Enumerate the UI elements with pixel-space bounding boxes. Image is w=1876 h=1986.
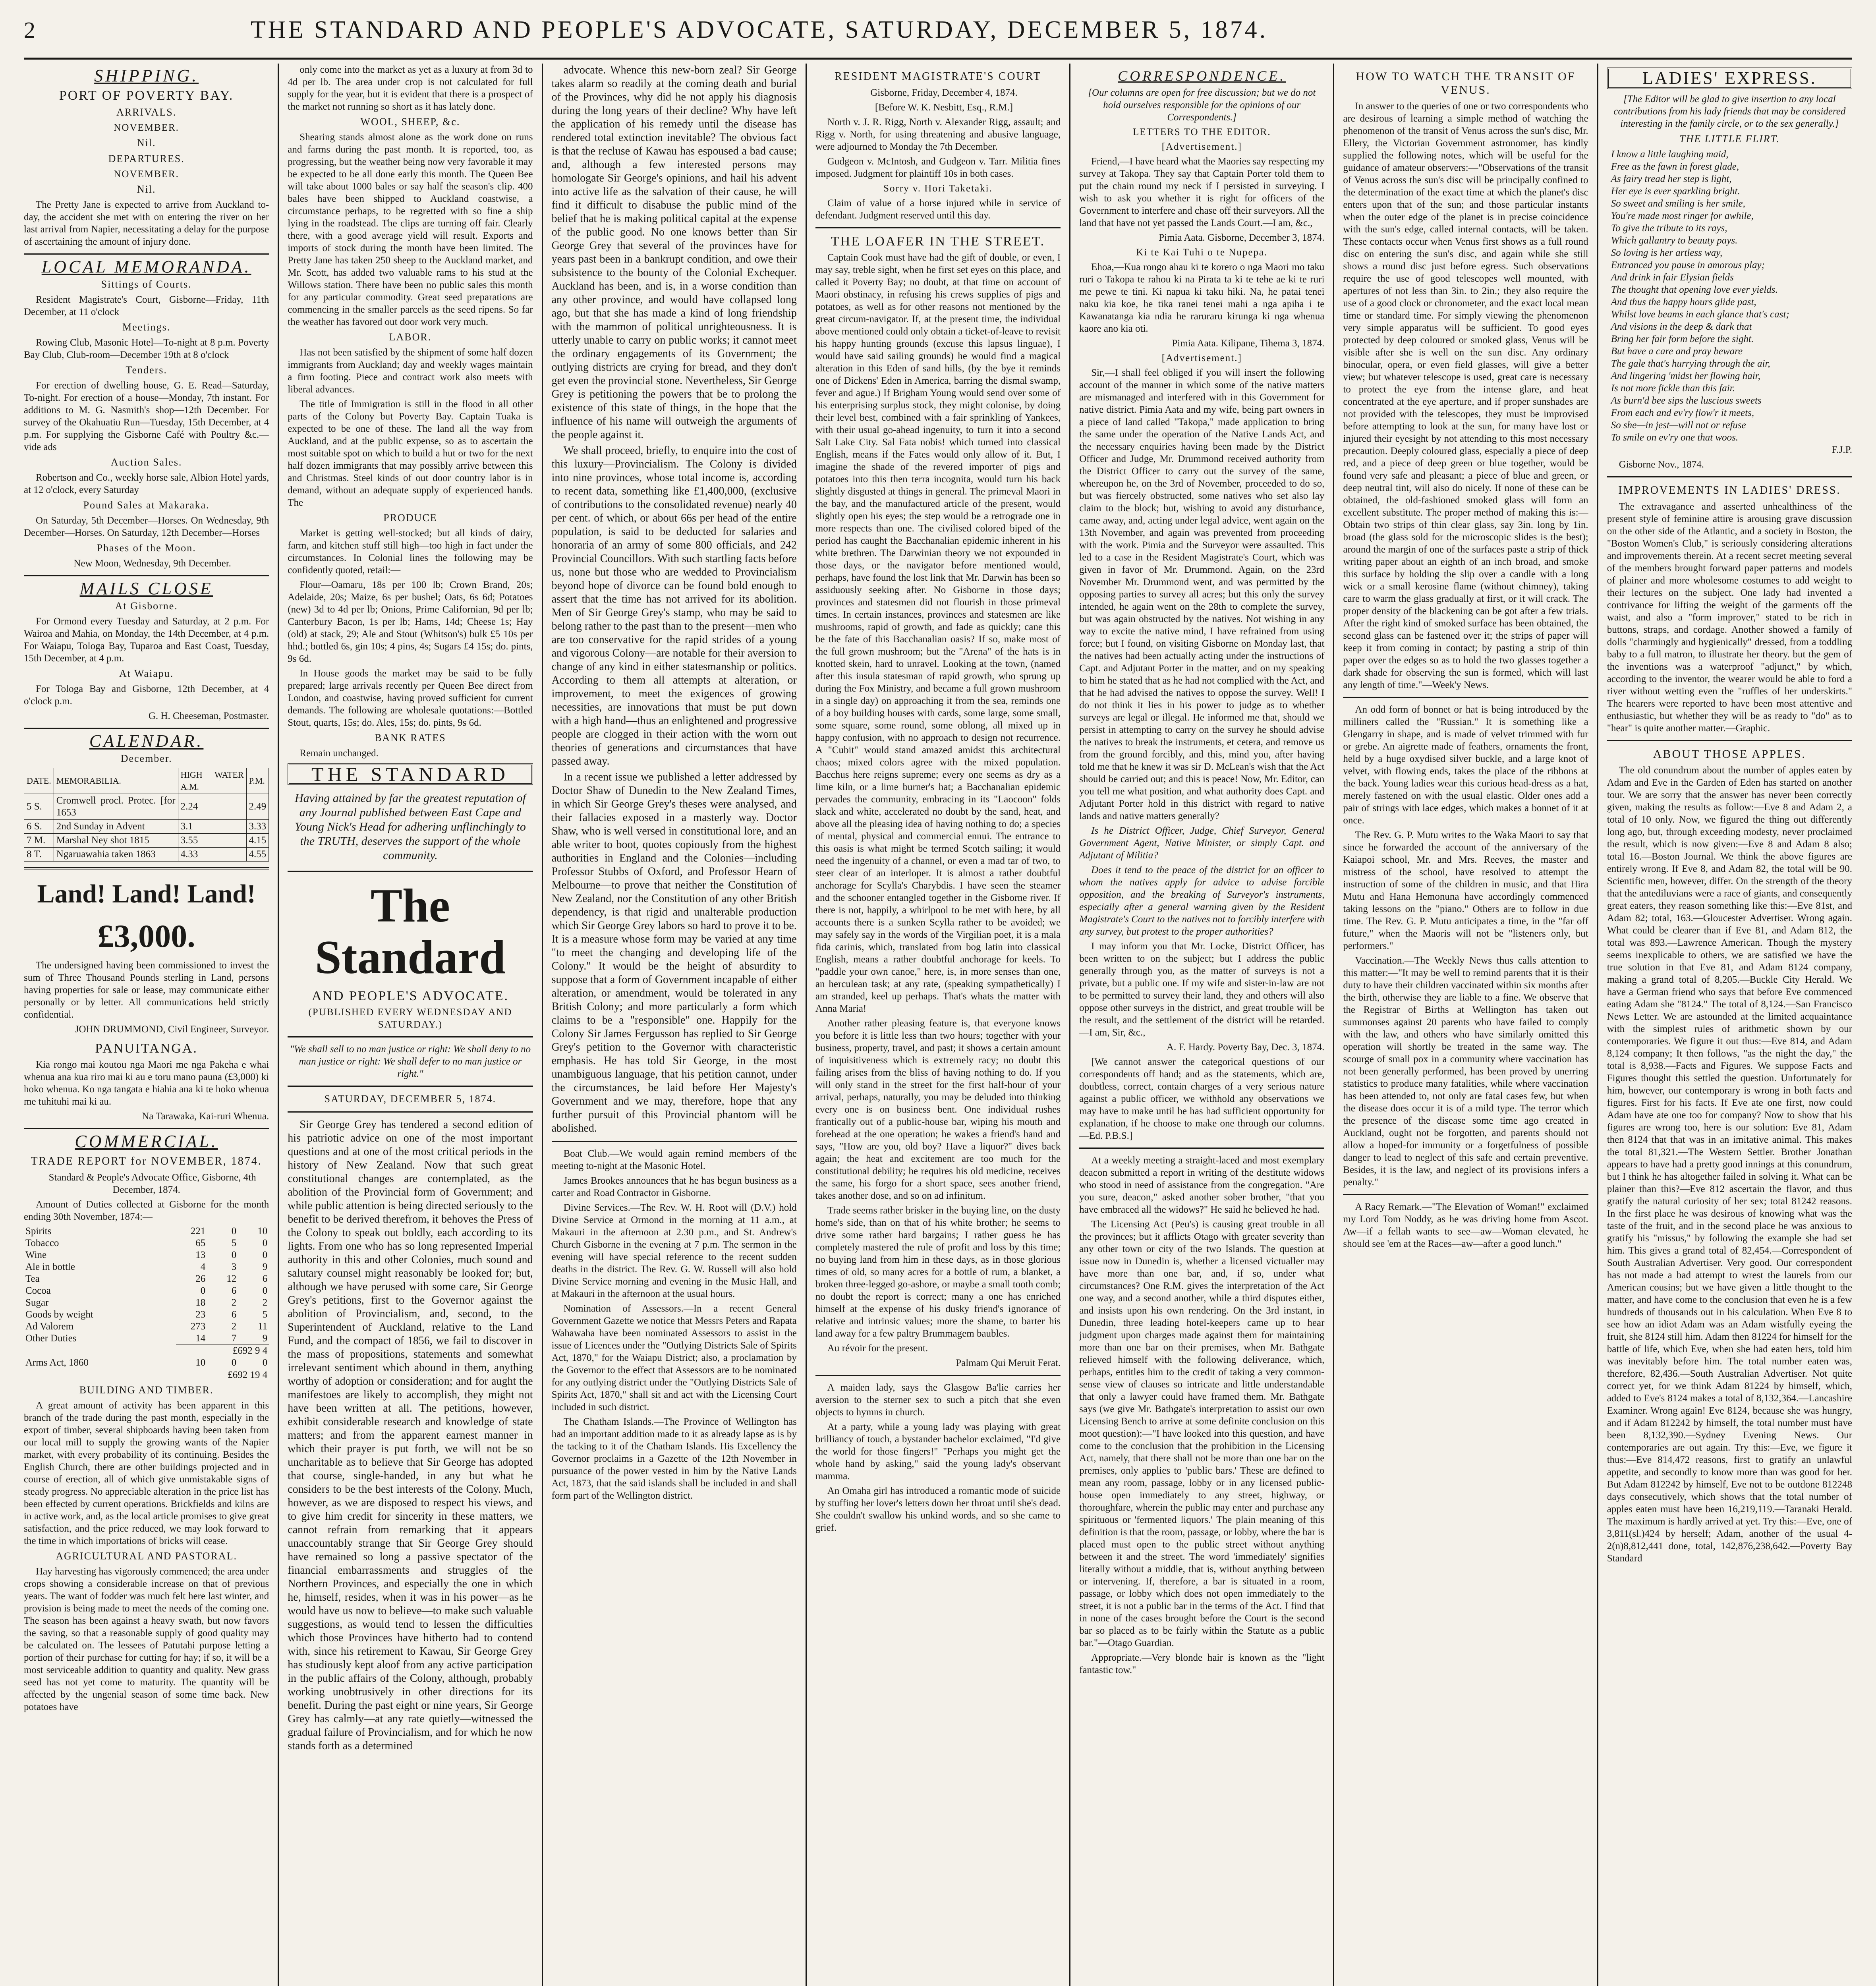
boat-club-note: Boat Club.—We would again remind members of the meeting to-night at the Masonic Hotel. [551, 1148, 797, 1171]
duties-subtotal: £692 9 4 [176, 1345, 269, 1357]
trade-office: Standard & People's Advocate Office, Gisborne, 4th December, 1874. [48, 1172, 256, 1195]
auction-text: Robertson and Co., weekly horse sale, Albion Hotel yards, at 12 o'clock, every Saturday [24, 472, 269, 495]
editor-note: [We cannot answer the categorical questions of our correspondents off hand; and as the statements, which are, doubtless, correct, contain charges of a very serious nature against a public officer, we withhold any observations we may have to make until he has had sufficient opportunity for explanation, if he choose to make one through our columns.—Ed. P.B.S.] [1079, 1057, 1325, 1141]
poem-line: So she—in jest—will not or refuse [1611, 420, 1746, 431]
duty-pence: 6 [262, 1273, 268, 1284]
table-row [24, 1285, 269, 1297]
poem-line: Which gallantry to beauty pays. [1611, 235, 1738, 246]
vaccination-note: Vaccination.—The Weekly News thus calls attention to this matter:—"It may be well to remind parents that it is their duty to have their children vaccinated within six months after the birth, otherwise they are liable to a fine. We observe that the Registrar of Births at Wellington has taken out summonses against 20 parents who have failed to comply with the law, and others who have similarly omitted this operation will shortly be treated in the same way. The scourge of small pox in a community where vaccination has not been generally performed, has been proved by unerring statistics to produce many fatalities, while where vaccination has been attended to, not only are fatal cases few, but when the disease does occur it is of a mild type. The terror which the presence of the disease some time ago created in Auckland, ought not be forgotten, and parents should not allow a hoped-for immunity or a forgetfulness of possible danger to lead to neglect of this safe and certain preventive. Besides, it is the law, and neglect of its provisions infers a penalty." [1343, 955, 1588, 1188]
duty-shillings: 0 [231, 1357, 237, 1368]
ladies-express-heading: LADIES' EXPRESS. [1607, 68, 1852, 89]
table-row [24, 1297, 269, 1309]
court-case-3: Claim of value of a horse injured while in service of defendant. Judgment reserved until this day. [815, 198, 1061, 221]
column-6 [1333, 64, 1597, 1986]
duty-item: Tobacco [25, 1238, 59, 1248]
dress-text: The extravagance and asserted unhealthiness of the present style of feminine attire is arousing grave discussion on the other side of the Atlantic, and a society in Boston, the "Boston Women's Club," is seriously considering alterations and improvements therein. At a recent secret meeting several of the members brought forward paper patterns and models of plainer and more wholesome costumes to add weight to their lectures on the subject. One lady had invented a contrivance for lifting the weight of the garments off the waist, and also a "form improver," stated to be rich in buttons, straps, and cordage. Another showed a family of dolls "charmingly and hygienically" dressed, from a toddling baby to a full matron, to illustrate her theory. but the gem of the inventions was a waterproof "adjunct," by which, according to the inventor, the wearer would be able to ford a river without wetting even the "ruffles of her underskirts." The hearers were reported to have been most attentive and enthusiastic, but whether they will be as ready to "do" as to "hear" is quite another matter.—Graphic. [1607, 501, 1852, 734]
calendar-cell: 4.55 [246, 848, 269, 862]
bank-text: Remain unchanged. [299, 748, 379, 759]
poem-line: You're made most ringer for awhile, [1611, 211, 1754, 221]
duty-shillings: 5 [231, 1238, 237, 1248]
poem-line: But have a care and pray beware [1611, 346, 1743, 357]
letter-3-question: Is he District Officer, Judge, Chief Surveyor, General Government Agent, Native Minister, or simply Capt. and Adjutant of Militia? [1079, 825, 1325, 861]
table-row [24, 1357, 269, 1369]
duty-pounds: 14 [195, 1333, 206, 1344]
letter-3-end: I may inform you that Mr. Locke, District Officer, has been written to on the subject; but I address the public generally through you, as the matter of surveys is not a private, but a public one. If my wife and sister-in-law are not to be permitted to survey their land, they and others will also oppose other surveys in the district, and great trouble will be the result, and the settlement of the district will be retarded.—I am, Sir, &c., [1079, 941, 1325, 1038]
duty-pounds: 26 [195, 1273, 206, 1284]
poem-line: Free as the fawn in forest glade, [1611, 161, 1739, 172]
loafer-text-3: Trade seems rather brisker in the buying line, on the dusty home's side, than on that of his white brother; he seems to drive some rather hard bargains; I rather guess he has completely mastered the rule of profit and loss by this time; no buying land from him in these days, as in those glorious times of old, so many acres for a bottle of rum, a blanket, a broken three-legged go-ashore, or maybe a small tooth comb; no doubt the report is correct; many a one has enriched himself at the expense of his dusky friend's ignorance of relative and intrinsic values; more the shame, to barter his land away for a few paltry Brummagem baubles. [815, 1205, 1061, 1339]
calendar-cell: 5 S. [24, 794, 54, 820]
advertisement-tag-2: [Advertisement.] [1161, 353, 1242, 363]
letter-3: Sir,—I shall feel obliged if you will insert the following account of the manner in which some of the native matters are mismanaged and interfered with in this Government for native district. Pimia Aata and my wife, being part owners in a piece of land called "Takopa," made application to bring the same under the operation of the Native Lands Act, and the necessary enquiries having been made by the District Officer and Judge, Mr. Drummond received authority from the District Officer to carry out the survey of the same, whereupon he, on the 3rd of November, proceeded to do so, but was fiercely obstructed, some natives who set also lay claim to the block; but, wishing to avoid any disturbance, came away, and, acting under legal advice, went again on the 13th November, and again was prevented from proceeding with the work. Pimia and the Surveyor were assaulted. This led to a case in the Resident Magistrate's Court, which was given in favor of Mr. Drummond. Again, on the 23rd November Mr. Drummond went, and was permitted by the opposing parties to survey all acres; but this only the survey intended, he again went on the 28th to complete the survey, but was again obstructed by the natives. Not wishing in any way to excite the native mind, I have refrained from using force; but I found, on visiting Gisborne on Monday last, that the natives had been actually acting under the instructions of Capt. and Adjutant Porter in the matter, and on my speaking to him he stated that as he had not complied with the Act, and that he had advised the natives to oppose the survey. Well! I do not think it lies in his power to judge as to whether surveys are legal or illegal. He informed me that, should we persist in attempting to carry on the survey he should advise the natives to break the instruments, et cetera, and remove us from the ground forcibly, and this, mind you, after having told me that he knew it was sir D. McLean's wish that the Act should be carried out; and this is peace! Now, Mr. Editor, can you tell me what position, and what authority does Capt. and Adjutant Porter hold in this district with regard to native lands and native matters generally? [1079, 367, 1325, 821]
duty-pounds: 10 [195, 1357, 206, 1368]
produce-continued: only come into the market as yet as a luxury at from 3d to 4d per lb. The area under crop is not calculated for full supply for the year, but it is evident that there is a prospect of the market not running so short as it has lately done. [288, 64, 533, 112]
calendar-cell: 7 M. [24, 834, 54, 848]
building-heading: BUILDING AND TIMBER. [79, 1384, 214, 1396]
court-heading: RESIDENT MAGISTRATE'S COURT [834, 70, 1041, 83]
land-amount: £3,000. [97, 918, 195, 954]
departures-nil: Nil. [137, 184, 156, 195]
duty-pounds: 65 [195, 1238, 206, 1248]
calendar-header: P.M. [246, 768, 269, 794]
table-row [24, 848, 269, 862]
agri-text: Hay harvesting has vigorously commenced; the area under crops showing a considerable increase on that of previous years. The want of fodder was much felt here last winter, and provision is being made to meet the needs of the coming one. The season has been against a heavy swath, but now favors the saving, so that a reasonable supply of good quality may be calculated on. The lessees of Patutahi purpose letting a portion of their purchase for cutting for hay; if so, it will be a most serviceable addition to quantity and quality. New grass seed has not yet come to maturity. The quantity will be affected by the ungenial season of some time back. New potatoes have [24, 1566, 269, 1712]
poem-line: From each and ev'ry flow'r it meets, [1611, 408, 1754, 418]
poem-line: And lingering 'midst her flowing hair, [1611, 371, 1760, 381]
table-row [24, 1237, 269, 1249]
calendar-cell: Marshal Ney shot 1815 [54, 834, 178, 848]
duty-pence: 5 [262, 1309, 268, 1320]
standard-box: THE STANDARD [288, 763, 533, 785]
duty-pence: 0 [262, 1250, 268, 1260]
published-note: (PUBLISHED EVERY WEDNESDAY AND SATURDAY.) [308, 1007, 512, 1030]
column-3 [542, 64, 806, 1986]
duty-shillings: 6 [231, 1309, 237, 1320]
duty-pounds: 273 [190, 1321, 206, 1332]
prices-text: Flour—Oamaru, 18s per 100 lb; Crown Brand, 20s; Adelaide, 20s; Maize, 6s per bushel; Oats, 6s 6d; Potatoes (new) 3d to 4d per lb; Onions, Prime Californian, 9d per lb; Canterbury Bacon, 1s per lb; Hams, 14d; Cheese 1s; Hay (old) at stack, 29; Ale and Stout (Whitson's) bulk £5 10s per hhd.; bottled 6s, gin 10s; 4 pins, 4s; Sugars £4 15s; do. pints, 9s 6d. [288, 580, 533, 664]
court-case-3-heading: Sorry v. Hori Taketaki. [883, 183, 993, 194]
building-text: A great amount of activity has been apparent in this branch of the trade during the past month, especially in the export of timber, several shipboards having been taken from our local mill to supply the growing wants of the Napier market, with every probability of its continuing. Besides the English Church, there are other buildings projected and in course of erection, all of which give unmistakable signs of steady progress. No appreciable alteration in the price list has been effected by current operations. Brickfields and kilns are in active work, and, as the local article promises to give great satisfaction, and the price reduced, we may look forward to the time in which importations of bricks will cease. [24, 1400, 269, 1546]
calendar-cell: 4.15 [246, 834, 269, 848]
duty-pounds: 23 [195, 1309, 206, 1320]
mails-text: For Ormond every Tuesday and Saturday, at 2 p.m. For Wairoa and Mahia, on Monday, the 14th December, at 4 p.m. For Waiapu, Tologa Bay, Tuparoa and East Coast, Tuesday, 15th December, at 4 p.m. [24, 616, 269, 664]
poem-line: Bring her fair form before the sight. [1611, 334, 1754, 344]
immigration-text: The title of Immigration is still in the flood in all other parts of the Colony but Poverty Bay. Captain Tuaka is expected to be one of these. The land all the way from Auckland, and at the public expense, so as to ascertain the most suitable spot on which to build a hut or two for the next half dozen immigrants that may possibly arrive between this and Christmas. Steel kinds of out door country labor is in demand, without an adequate supply of experienced hands. The [288, 399, 533, 508]
standard-motto: Having attained by far the greatest reputation of any Journal published between East Cape and Young Nick's Head for adhering unflinchingly to the TRUTH, deserves the support of the whole community. [294, 792, 526, 862]
letter-2-signature: Pimia Aata. Kilipane, Tihema 3, 1874. [1172, 338, 1325, 349]
duties-table [24, 1225, 269, 1381]
duty-item: Spirits [25, 1226, 52, 1236]
poem-line: The thought that opening love ever yields. [1611, 284, 1778, 295]
land-signature: JOHN DRUMMOND, Civil Engineer, Surveyor. [75, 1024, 269, 1035]
party-note: At a party, while a young lady was playing with great brilliancy of touch, a bystander bachelor exclaimed, "I'd give the world for those fingers!" "Perhaps you might get the whole hand by asking," said the young lady's observant mamma. [815, 1422, 1061, 1482]
wool-heading: WOOL, SHEEP, &c. [360, 116, 460, 128]
calendar-cell: 2nd Sunday in Advent [54, 820, 178, 834]
court-before: [Before W. K. Nesbitt, Esq., R.M.] [875, 102, 1013, 113]
table-row [24, 1249, 269, 1261]
dress-heading: IMPROVEMENTS IN LADIES' DRESS. [1618, 484, 1841, 496]
duty-item: Cocoa [25, 1285, 51, 1296]
panui-text: Kia rongo mai koutou nga Maori me nga Pakeha e whai whenua ana kua riro mai ki au e toru mano pauna (£3,000) ki hoko whenua. Ko nga tangata e hiahia ana ki te hoko whenua me tuhituhi mai ki au. [24, 1059, 269, 1107]
duty-pence: 0 [262, 1285, 268, 1296]
duty-item: Ad Valorem [25, 1321, 74, 1332]
calendar-header: MEMORABILIA. [54, 768, 178, 794]
port-heading: PORT OF POVERTY BAY. [59, 88, 234, 103]
duty-pounds: 0 [200, 1285, 206, 1296]
calendar-cell: 2.24 [178, 794, 246, 820]
issue-date: SATURDAY, DECEMBER 5, 1874. [324, 1093, 497, 1105]
poem-line: To smile on ev'ry one that woos. [1611, 432, 1739, 443]
transit-text: In answer to the queries of one or two correspondents who are desirous of learning a simple method of watching the phenomenon of the transit of Venus across the sun's disc, Mr. Ellery, the Victorian Government astronomer, has kindly supplied the following notes, which will be useful for the guidance of amateur observers:—"Observations of the transit of Venus across the sun's disc will be principally confined to the determination of the exact time at which the planet's disc enters upon that of the sun; and those particular instants when the outer edge of the planet is in precise coincidence with the sun's edge, called internal contacts, will be taken. These contacts occur when Venus first shows as a full round disc on entering the sun's disc, and again while she still shows a round disc just before egress. Such observations require the use of good telescopes well mounted, with apertures of not less than 3in. to 2in.; they also require the use of a good clock or chronometer, and the exact local mean time or standard time. For simply viewing the phenomenon very simple apparatus will be sufficient. To good eyes protected by deep coloured or smoked glass, Venus will be visible after she is well on the sun disc. Any ordinary binocular, opera, or even field glasses, will give a better view; but whatever telescope is used, great care is necessary to protect the eye from the intense glare, and heat concentrated at the eye aperture, and if proper sunshades are not provided with the telescopes, they must be improvised before attempting to look at the sun, for many have lost or injured their eyesight by not attending to this most necessary precaution. Deeply coloured glass, especially a piece of deep red, and a piece of deep green or blue together, would be found very safe and pleasant; a piece of blue and green, or deep neutral tint, will also do nicely. If none of these can be obtained, the old-fashioned smoked glass will form an excellent substitute. The proper method of making this is:—Obtain two strips of thin clear glass, say 3in. long by 1in. broad (the glass sold for the microscopic slides is the best); around the margin of one of the surfaces paste a strip of thick writing paper about an eighth of an inch broad, and smoke this surface by holding the slip over a candle with a long wick or a small kerosine flame (without chimney), taking care to warm the glass gradually at first, or it will crack. The proper density of the blackening can be got after a few trials. After the right kind of smoked surface has been obtained, the second glass can be fastened over it; the strips of paper will keep it from coming in contact; by pasting a strip of thin paper over the edges so as to hold the two glasses together a dark shade for observing the sun is formed, which will last any length of time."—Week'y News. [1343, 101, 1588, 690]
commercial-heading: COMMERCIAL. [75, 1132, 218, 1151]
letter-1: Friend,—I have heard what the Maories say respecting my survey at Takopa. They say that Captain Porter told them to put the chain round my neck if I persisted in surveying. I wish to ask you whether it is right for officers of the Government to interfere and chase off their surveyors. All the land that have not yet passed the Lands Court.—I am, &c., [1079, 156, 1325, 228]
court-case-2: Gudgeon v. McIntosh, and Gudgeon v. Tarr. Militia fines imposed. Judgment for plaintiff 10s in both cases. [815, 156, 1061, 179]
trade-report-heading: TRADE REPORT for NOVEMBER, 1874. [31, 1155, 262, 1167]
column-4 [806, 64, 1069, 1986]
poem-line: And visions in the deep & dark that [1611, 321, 1752, 332]
brookes-note: James Brookes announces that he has begun business as a carter and Road Contractor in Gisborne. [551, 1175, 797, 1198]
duty-pence: 0 [262, 1357, 268, 1368]
table-row [24, 794, 269, 820]
house-goods-text: In House goods the market may be said to be fully prepared; large arrivals recently per Queen Bee direct from London, and coastwise, having proved sufficient for current demands. The following are wholesale quotations:—Bottled Stout, quarts, 15s; do. Ales, 15s; do. pints, 9s 6d. [288, 668, 533, 728]
table-row [24, 1273, 269, 1285]
flirt-heading: THE LITTLE FLIRT. [1679, 133, 1780, 145]
tenders-text: For erection of dwelling house, G. E. Read—Saturday, To-night. For erection of a house—Monday, 7th instant. For additions to M. G. Nasmith's shop—12th December. For survey of the Okahuatiu Run—Tuesday, 15th December, at 4 p.m. For supplying the Gisborne Café with Poultry &c.—vide ads [24, 380, 269, 452]
meetings-text: Rowing Club, Masonic Hotel—To-night at 8 p.m. Poverty Bay Club, Club-room—December 19th at 8 o'clock [24, 337, 269, 360]
page-number: 2 [24, 17, 35, 43]
duty-shillings: 0 [231, 1250, 237, 1260]
calendar-table [24, 768, 269, 862]
letter-3-question-2: Does it tend to the peace of the district for an officer to whom the natives apply for advice to advise forcible opposition, and the breaking of Surveyor's instruments, especially after a general warning given by the Resident Magistrate's Court to the natives not to forcibly interfere with any survey, but protest to the proper authorities? [1079, 865, 1325, 937]
duty-shillings: 2 [231, 1297, 237, 1308]
duty-shillings: 0 [231, 1226, 237, 1236]
bank-heading: BANK RATES [375, 732, 446, 744]
poem-line: And drink in fair Elysian fields [1611, 272, 1734, 283]
poem-line: I know a little laughing maid, [1611, 149, 1729, 160]
masthead [24, 16, 1852, 60]
letter-2-heading: Ki te Kai Tuhi o te Nupepa. [1136, 247, 1268, 258]
duty-pence: 9 [262, 1262, 268, 1272]
meetings-heading: Meetings. [122, 321, 171, 333]
land-text: The undersigned having been commissioned to invest the sum of Three Thousand Pounds sterling in Land, persons having properties for sale or lease, may communicate either personally or by letter. All communications held strictly confidential. [24, 960, 269, 1020]
editorial-shaw: In a recent issue we published a letter addressed by Doctor Shaw of Dunedin to the New Zealand Times, in which Sir George Grey's theses were analysed, and their fallacies exposed in a masterly way. Doctor Shaw, who is well versed in constitutional lore, and an able writer to boot, quotes copiously from the highest authorities in England and the Colonies—including Professor Stubbs of Oxford, and Professor Hearn of Melbourne—to prove that neither the Constitution of New Zealand, nor the Constitution of any other British dependency, is that rigid and unalterable production which Sir George Grey labors so hard to prove it to be. It is a measure whose form may be varied at any time "to meet the changing and developing life of the Colony." It would be the height of absurdity to suppose that a form of Government incapable of either alteration, or amendment, would be tolerated in any British Colony; and more particularly a form which claims to be a "responsible" one. Happily for the Colony Sir James Fergusson has replied to Sir George Grey's petition to the Governor with characteristic emphasis. He has told Sir George, in the most unambiguous language, that his petition cannot, under the circumstances, be laid before Her Majesty's Government and we may, therefore, hope that any further pursuit of this Provincial phantom will be abolished. [551, 771, 797, 1134]
poem-line: Her eye is ever sparkling bright. [1611, 186, 1740, 197]
poem-date: Gisborne Nov., 1874. [1619, 459, 1704, 470]
tenders-heading: Tenders. [126, 364, 167, 376]
poem-line: So sweet and smiling is her smile, [1611, 198, 1745, 209]
column-1 [24, 64, 278, 1986]
letter-2: Ehoa,—Kua rongo ahau ki te korero o nga Maori mo taku ruri o Takopa te rahou ki na Pirata ta ki te tehe ae ki te ruri me pewe te tini. Ki napua ki taku hiki. Na, he patai tenei naku kia koe, he tika ranei tenei mahi a nga apiha i te Kawanatanga kia ndia he raruraru kirunga ki nga whenua kaore ano kia oti. [1079, 262, 1325, 334]
apples-text: The old conundrum about the number of apples eaten by Adam and Eve in the Garden of Eden has started on another tour. We are sorry that the answer has never been correctly given, making the results as follow:—Eve 8 and Adam 2, a total of 10 only. Now, we figured the thing out differently long ago, but, through exceeding modesty, never proclaimed the result, which is now given:—Eve 8 and Adam 8 also; total 16.—Boston Journal. We think the above figures are entirely wrong. If Eve 8, and Adam 82, the total will be 90. Scientific men, however, differ. On the strength of the theory that the antediluvians were a race of giants, and consequently great eaters, they reason something like this:—Eve 81st, and Adam 82; total, 163.—Gloucester Advertiser. Wrong again. What could be clearer than if Eve 81, and Adam 812, the total was 893.—Lawrence American. Though the mystery seems inexplicable to others, we are satisfied we have the true solution in that Eve 81, and Adam 8124 company, making a grand total of 8,205.—Buckle City Herald. We have a German friend who says that before Eve commenced eating Adam she "8124." The total of 8,124.—San Francisco News Letter. We are astounded at the limited acquaintance with the simplest rules of arithmetic shown by our contemporaries. We figure it out thus:—Eve 814, and Adam 8,124 company; It then follows, "as the night the day," the total is 8,938.—Facts and Figures. We suppose Facts and Figures thought this settled the question. Unfortunately for him, however, our contemporary is wrong in both facts and figures. First for his facts. If Eve ate one first, now could Adam have ate one too for company? Now to show that his figures are wrong too, here is our solution: Eve 81, Adam then 8124 that that was in an imitative animal. This makes the total 81,321.—The Western Settler. Brother Jonathan appears to have had a pretty good innings at this conundrum, but I think he has altogether failed in solving it. What can be plainer than this?—Eve 812 ascertain the flavor, and thus gratify the natural curiosity of her sex; total 81242 reasons. In the first place he was desirous of knowing what was the taste of the fruit, and in the second place he was anxious to gratify his "missus," by following the example she had set him. This gives a grand total of 82,454.—Correspondent of South Australian Advertiser. Very good. Our correspondent has not made a bad attempt to wrest the laurels from our American cousins; but we have given a little thought to the matter, and have come to the conclusion that even he is a few hundreds of thousands out in his calculation. When Eve 8 to see how an idiot Adam was an Adam wistfully eyeing the fruit, she 8124 still him. Adam then 81224 for himself for the battle of life, which Eve, when she had eaten hers, told him was inevitably before him. The total number eaten was, therefore, 82,436.—South Australian Advertiser. Not quite correct yet, for we think Adam 81224 by himself, which, added to Eve's 8124 makes a total of 8,132,364.—Lancashire Examiner. Wrong again! Eve 8124, because she was hungry, and if Adam 812242 by himself, the total number must have been 8,132,390.—Sydney Evening News. Our contemporaries are out again. Try this:—Eve, we figure it thus:—Eve 814,472 reasons, first to gratify an unlawful appetite, and secondly to know more than was good for her. But Adam 812242 by himself, Eve not to be outdone 812248 days consecutively, which shows that the total number of apples eaten must have been 16,219,119.—Taranaki Herald. The maximum is hardly arrived at yet. Try this:—Eve, one of 3,811(sl.)424 by herself; Adam, another of the usual 4-2(n)8,812,441 done, total, 142,876,238,642.—Poverty Bay Standard [1607, 765, 1852, 1564]
wool-text: Shearing stands almost alone as the work done on runs and farms during the past month. It is reported, too, as progressing, but the weather being now very favorable it may be expected to be all done early this month. The Queen Bee will take about 1000 bales or say half the season's clip. 400 bales have been shipped to Auckland coastwise, a circumstance perhaps, to be regretted with so fine a ship lying in the roadstead. The clips are turning off fair. Clearly there, with a good average yield will result. Exports and imports of stock during the month have been limited. The Pretty Jane has taken 250 sheep to the Auckland market, and Mr. Scott, has added two valuable rams to his stud at the Willows station. There have been no public sales this month for any particular commodity. Great seed preparations are commencing in the smaller parcels as the seed ripens. So far the weather has favored out door work very much. [288, 132, 533, 327]
produce-text: Market is getting well-stocked; but all kinds of dairy, farm, and kitchen stuff still high—too high in fact under the circumstances. In Colonial lines the following may be confidently quoted, retail:— [288, 528, 533, 576]
calendar-cell: 6 S. [24, 820, 54, 834]
pound-heading: Pound Sales at Makaraka. [83, 499, 210, 511]
labor-heading: LABOR. [389, 331, 432, 343]
poem [1607, 148, 1852, 444]
licensing-act-note: The Licensing Act (Peu's) is causing great trouble in all the provinces; but it afflicts Otago with greater severity than any other town or city of the two Islands. The question at issue now in Dunedin is, whether a licensed victualler may have more than one bar, and, if so, under what circumstances? One R.M. gives the interpretation of the Act one way, and a second another, while a third disputes either, and insists upon his own rendering. On the 3rd instant, in Dunedin, three leading hotel-keepers came up to hear judgment upon charges made against them for maintaining more than one bar on their premises, when Mr. Bathgate relieved himself with the following deliverance, which, perhaps, entitles him to the credit of taking a very common-sense view of clauses so intricate and little understandable that only a lawyer could have framed them. Mr. Bathgate says (we give Mr. Bathgate's interpretation to assist our own Licensing Bench to arrive at some definite conclusion on this moot question):—"I have looked into this question, and have come to the conclusion that the prohibition in the Licensing Act, namely, that there shall not be more than one bar on the premises, only applies to 'public bars.' These are defined to mean any room, passage, lobby or in any licensed public-house open immediately to any street, highway, or thoroughfare, wherein the public may enter and purchase any spirituous or 'fermented liquors.' The plain meaning of this definition is that the room, passage, or lobby, where the bar is placed must open to the public street without anything between it and the street. The word 'immediately' signifies literally without a middle, that is, without anything between or intervening. If, therefore, a bar is situated in a room, passage, or lobby which does not open immediately to the street, it is not a public bar in the terms of the Act. I find that in none of the cases brought before the Court is the second bar so placed as to be fairly within the Statute as a public bar."—Otago Guardian. [1079, 1219, 1325, 1648]
column-7 [1597, 64, 1852, 1986]
correspondence-heading: CORRESPONDENCE. [1118, 68, 1286, 84]
court-date: Gisborne, Friday, December 4, 1874. [870, 87, 1018, 98]
table-row [24, 1333, 269, 1345]
departures-month: NOVEMBER. [114, 169, 179, 180]
shipping-note: The Pretty Jane is expected to arrive from Auckland to-day, the accident she met with on entering the river on her last arrival from Napier, necessitating a delay for the purpose of ascertaining the amount of injury done. [24, 199, 269, 247]
duty-pounds: 13 [195, 1250, 206, 1260]
calendar-header: DATE. [24, 768, 54, 794]
duty-shillings: 6 [231, 1285, 237, 1296]
duty-shillings: 12 [226, 1273, 237, 1284]
poem-line: As burn'd bee sips the luscious sweets [1611, 395, 1762, 406]
peoples-advocate-subtitle: AND PEOPLE'S ADVOCATE. [311, 989, 509, 1003]
transit-heading: HOW TO WATCH THE TRANSIT OF VENUS. [1356, 70, 1576, 97]
produce-heading: PRODUCE [383, 512, 437, 524]
duty-shillings: 2 [231, 1321, 237, 1332]
loafer-signature: Palmam Qui Meruit Ferat. [956, 1358, 1061, 1368]
column-5 [1069, 64, 1333, 1986]
duties-total: £692 19 4 [176, 1369, 269, 1381]
table-row [24, 1321, 269, 1333]
court-case-1: North v. J. R. Rigg, North v. Alexander Rigg, assault; and Rigg v. North, for using threatening and abusive language, were adjourned to Monday the 7th December. [815, 117, 1061, 152]
mutu-note: The Rev. G. P. Mutu writes to the Waka Maori to say that since he forwarded the account of the anniversary of the Kaiapoi school, Mr. and Mrs. Reeves, the master and mistress of the school, have resolved to attempt the instruction of some of the children in music, and that Hira Mutu and Hana Hemonuna have accordingly commenced taking lessons on the "piano." Others are to follow in due time. The Rev. G. P. Mutu anticipates a time, in the "far off future," when the Maoris will not be "listeners only, but performers." [1343, 830, 1588, 951]
calendar-cell: Cromwell procl. Protec. [for 1653 [54, 794, 178, 820]
panui-signature: Na Tarawaka, Kai-ruri Whenua. [142, 1111, 269, 1122]
ladies-express-note: [The Editor will be glad to give insertion to any local contributions from his lady friends that may be considered interesting in the family circle, or to the sex generally.] [1613, 94, 1846, 129]
poem-line: To give the tribute to its rays, [1611, 223, 1727, 234]
letter-1-signature: Pimia Aata. Gisborne, December 3, 1874. [1159, 232, 1325, 243]
duty-item: Wine [25, 1250, 47, 1260]
omaha-note: An Omaha girl has introduced a romantic mode of suicide by stuffing her lover's letters down her throat until she's dead. She couldn't swallow his unkind words, and so she came to grief. [815, 1486, 1061, 1533]
table-row [24, 834, 269, 848]
duty-item: Arms Act, 1860 [25, 1357, 89, 1368]
table-row [24, 820, 269, 834]
mails-gisborne: At Gisborne. [115, 600, 178, 612]
moon-heading: Phases of the Moon. [97, 542, 196, 554]
calendar-heading: CALENDAR. [89, 731, 204, 751]
labor-text: Has not been satisfied by the shipment of some half dozen immigrants from Auckland; day and weekly wages maintain a firm footing. Piece and contract work also meets with liberal advances. [288, 347, 533, 395]
mails-waiapu: At Waiapu. [119, 668, 174, 679]
letters-heading: LETTERS TO THE EDITOR. [1132, 127, 1271, 137]
duty-item: Ale in bottle [25, 1262, 75, 1272]
poem-line: So loving is her artless way, [1611, 247, 1723, 258]
divine-services-note: Divine Services.—The Rev. W. H. Root will (D.V.) hold Divine Service at Ormond in the morning at 11 a.m., at Makauri in the afternoon at 2.30 p.m., and St. Andrew's Church Gisborne in the evening at 7 p.m. The sermon in the evening will have special reference to the recent sudden deaths in the district. The Rev. G. W. Russell will also hold Divine Service morning and evening in the Music Hall, and at Makauri in the afternoon at the usual hours. [551, 1202, 797, 1299]
chatham-note: The Chatham Islands.—The Province of Wellington has had an important addition made to it as already lapse as is by the tacking to it of the Chatham Islands. His Excellency the Governor proclaims in a Gazette of the 12th November in pursuance of the power vested in him by the Native Lands Act, 1873, that the said islands shall be included in and shall form part of the Wellington district. [551, 1416, 797, 1501]
editorial-provincialism: We shall proceed, briefly, to enquire into the cost of this luxury—Provincialism. The Colony is divided into nine provinces, whose total income is, according to recent data, something like £1,400,000, (exclusive of contributions to the consolidated revenue) nearly 40 per cent. of which, or about 66s per head of the entire population, is said to be deducted for salaries and honoraria of an army of some 800 officials, and 242 Provincial Councillors. With such startling facts before us, none but those who are wedded to Provincialism beyond hope of divorce can be found bold enough to assert that the time has not arrived for its abolition. Men of Sir George Grey's stamp, who may be said to belong rather to the past than to the present—men who are too conservative for the rapid strides of a young and vigorous Colony—are notable for their aversion to change of any kind in either statesmanship or politics. According to them all attempts at alteration, or improvement, to meet the exigences of growing necessities, are innovations that must be put down with a high hand—thus an enlightened and progressive people are clogged in their action with the worn out theories of generations and circumstances that have passed away. [551, 444, 797, 767]
letter-3-signature: A. F. Hardy. Poverty Bay, Dec. 3, 1874. [1166, 1042, 1325, 1053]
maiden-note: A maiden lady, says the Glasgow Ba'lie carries her aversion to the sterner sex to such a pitch that she even objects to hymns in church. [815, 1382, 1061, 1418]
editorial-text: Sir George Grey has tendered a second edition of his patriotic advice on one of the most important questions and at one of the most critical periods in the history of New Zealand. Now that such great constitutional changes are contemplated, as the abolition of the Provincial form of Government; and while public attention is being directed seriously to the benefit to be derived therefrom, it behoves the Press of the Colony to speak out boldly, each according to its lights. From one who has so long represented Imperial authority in this and other Colonies, much sound and salutary counsel might reasonably be looked for; but, although we have perused with some care, Sir George Grey's petitions, first to the Governor against the abolition of Provincialism, and, second, to the Superintendent of Auckland, relative to the Land Fund, and the compact of 1856, we fail to discover in the mass of propositions, statements and somewhat irrelevant sentiment which abound in them, anything worthy of adoption or consideration; and for aught the manifestoes are likely to accomplish, they might not have been written at all. The petitions, however, exhibit considerable research and knowledge of state matters; and from the apparent earnest manner in which their prayer is put forth, we will not be so uncharitable as to believe that Sir George has adopted that course, single-handed, in any but what he considers to be the best interests of the Colony. Much, however, as we are disposed to respect his views, and to give him credit for sincerity in these matters, we cannot refrain from remarking that it appears unaccountably strange that Sir George Grey should have remained so long a passive spectator of the financial embarrassments and struggles of the Northern Provinces, and especially the one in which he, himself, resides, when it was in his power—as he would have us now to believe—to make such valuable suggestions, as would tend to lessen the difficulties which those Provinces have hitherto had to contend with, since his retirement to Kawau, Sir George Grey has studiously kept aloof from any active participation in the public affairs of the Colony, although, probably working unobtrusively in other directions for its benefit. During the past eight or nine years, Sir George Grey has calmly—at any rate quietly—witnessed the gradual failure of Provincialism, and for which he now stands forth as a determined [288, 1119, 533, 1752]
sittings-heading: Sittings of Courts. [101, 278, 192, 290]
sittings-text: Resident Magistrate's Court, Gisborne—Friday, 11th December, at 11 o'clock [24, 294, 269, 317]
motto-quote: "We shall sell to no man justice or right: We shall deny to no man justice or right: We shall defer to no man justice or right." [290, 1044, 531, 1079]
calendar-cell: 3.55 [178, 834, 246, 848]
duty-pounds: 221 [190, 1226, 206, 1236]
duty-pence: 11 [258, 1321, 268, 1332]
assessors-note: Nomination of Assessors.—In a recent General Government Gazette we notice that Messrs Peters and Rapata Wahawaha have been nominated Assessors to assist in the issue of Licences under the "Outlying Districts Sale of Spirits Act, 1870," for the Waiapu District; also, a proclamation by the Governor to the effect that Assessors are to be nominated for any outlying district under the "Outlying Districts Sale of Spirits Act, 1870," shall sit and act with the Licensing Court included in such district. [551, 1303, 797, 1412]
local-memoranda-heading: LOCAL MEMORANDA. [41, 257, 251, 276]
duty-pence: 0 [262, 1238, 268, 1248]
moon-text: New Moon, Wednesday, 9th December. [73, 558, 231, 569]
auction-heading: Auction Sales. [110, 456, 182, 468]
loafer-text-2: Another rather pleasing feature is, that everyone knows you before it is little less than two hours; together with your business, property, travel, and past; it shows a certain amount of inquisitiveness which is extremely racy; no doubt this failing arises from the bliss of having nothing to do. If you will only stand in the street for the first half-hour of your arrival, perhaps, naturally, you may be deluded into thinking every one is on business bent. One individual rushes frantically out of a public-house bar, wiping his mouth and forehead at the one operation; he wakes a friend's hand and says, "How are you, old boy? Have a liquor?" dives back again; the heat and excitement are too much for the constitutional debility; he requires his old medicine, receives the same, his forgo for a short space, sees another friend, takes another dose, and so on ad infinitum. [815, 1018, 1061, 1201]
arrivals-heading: ARRIVALS. [116, 106, 177, 118]
loafer-text: Captain Cook must have had the gift of double, or even, I may say, treble sight, when he first set eyes on this place, and called it Poverty Bay; no doubt, at that time on account of Maori obstinacy, in refusing his crews supplies of pigs and potatoes, as well as for other reasons not mentioned by the great circum-navigator. If, at the present time, the individual above mentioned could only obtain a ticket-of-leave to revisit his happy hunting grounds (excuse this lapsus linguae), I would have said sailing grounds) he would find a magical alteration in this Eden of sand hills, (by the bye it reminds one of Dickens' Eden in America, barring the dismal swamp, fever and ague.) If Brigham Young would send over some of his enterprising surplus stock, they might colonise, by doing their level best, combined with a fair sprinkling of Yankees, with their usual go-ahead ingenuity, to turn it into a second Salt Lake City. Sal Fata nobis! which turned into classical English, means if the Fates would only allow of it. But, I imagine the shade of the revered importer of pigs and potatoes into this then terra incognita, would turn his back slightly disgusted at things in general. The primeval Maori in the bay, and the manufactured article of the present, would slightly open his eyes; the step would be a retrograde one in more respects than one. The civilised colored biped of the period has caught the Bacchanalian epidemic inherent in his white brethren. The Darwinian theory we not expounded in those days, or the navigator before mentioned would, perhaps, have found the lost link that Mr. Darwin has been so assiduously seeking after. No Gisborne in those days; provinces and statesmen did not flourish in those primeval times. In certain instances, provinces and statesmen are like mushrooms, rapid of growth, and fade as quickly; cane this be the fate of this Bacchanalian oasis? If so, make most of the full grown mushroom; but the "Arena" of the hats is in knotted skein, hard to unravel. Looking at the town, (named after this insula statesman of rapid growth, who sprung up during the Fox Ministry, and became a full grown mushroom in a single day) on approaching it from the sea, reminds one of a boy building houses with cards, some large, some small, some square, some round, some oblong, all mixed up in happy confusion, with no approach to design not recurrence. A "Cubit" would stand amazed amidst this architectural chaos; mixed colors agree with the mixed population. Bacchus here reigns supreme; every one seems as dry as a lime kiln, or a lime burner's hat; a Bacchanalian epidemic pervades the community, embracing in its "Laocoon" folds slack and white, accelerated no doubt by the sand, heat, and above all the pleasing idea of having nothing to do; a species of mental, physical and commercial ennui. The entrance to this oasis is what might be termed Scotch sailing; it would need the ingenuity of a channel, or even a mad tar of two, to steer clear of an interloper. It is almost a rather doubtful anchorage for Scylla's Charybdis. I have seen the steamer and the schooner entangled together in the Gisborne river. If there is not, happily, a whirlpool to be met with here, by all accounts there is a sunken Scylla rather to be avoided; we may safely say in the words of the Virgilian poet, it is a mala fida carinis, which, translated from bog latin into classical English, means a rather doubtful anchorage for keels. To "paddle your own canoe," here, is, in more senses than one, an herculean task; at any rate, (speaking sympathetically) I am stranded, keel up perhaps. That's whats the matter with Anna Maria! [815, 252, 1061, 1014]
panui-heading: PANUITANGA. [95, 1041, 198, 1056]
pound-text: On Saturday, 5th December—Horses. On Wednesday, 9th December—Horses. On Saturday, 12th December—Horses [24, 515, 269, 538]
duty-shillings: 7 [231, 1333, 237, 1344]
agri-heading: AGRICULTURAL AND PASTORAL. [56, 1550, 238, 1562]
calendar-header: HIGH WATER A.M. [178, 768, 246, 794]
postmaster: G. H. Cheeseman, Postmaster. [148, 711, 269, 721]
departures-heading: DEPARTURES. [108, 153, 185, 164]
poem-line: Whilst love beams in each glance that's cast; [1611, 309, 1789, 320]
mails-text-2: For Tologa Bay and Gisborne, 12th December, at 4 o'clock p.m. [24, 684, 269, 707]
poem-line: Is not more fickle than this fair. [1611, 383, 1735, 394]
duty-shillings: 3 [231, 1262, 237, 1272]
poem-line: The gale that's hurrying through the air, [1611, 358, 1770, 369]
poem-line: Entranced you pause in amorous play; [1611, 260, 1765, 270]
duty-item: Tea [25, 1273, 40, 1284]
duty-pence: 9 [262, 1333, 268, 1344]
poem-signature: F.J.P. [1832, 444, 1852, 455]
calendar-cell: 8 T. [24, 848, 54, 862]
calendar-cell: Ngaruawahia taken 1863 [54, 848, 178, 862]
duty-pounds: 4 [200, 1262, 206, 1272]
table-row [24, 1225, 269, 1237]
standard-gothic-title: The Standard [315, 879, 506, 983]
advertisement-tag: [Advertisement.] [1161, 141, 1242, 152]
appropriate-note: Appropriate.—Very blonde hair is known as the "light fantastic tow." [1079, 1652, 1325, 1675]
column-2 [278, 64, 541, 1986]
loafer-heading: THE LOAFER IN THE STREET. [831, 234, 1045, 249]
calendar-cell: 3.1 [178, 820, 246, 834]
duty-pence: 2 [262, 1297, 268, 1308]
editorial-continued: advocate. Whence this new-born zeal? Sir George takes alarm so readily at the coming death and burial of the Provinces, why did he not apply his diagnosis during the long years of their decline? Why have left the application of his remedy until the disease has rendered total extinction inevitable? The obvious fact is that the recluse of Kawau has espoused a bad cause; and, although a few interested persons may homologate Sir George's opinions, and hail his advent into active life as the salvation of their cause, he will find it difficult to disabuse the public mind of the belief that he is making political capital at the expense of the public good. No one knows better than Sir George Grey that several of the provinces have for years past been in a bankrupt condition, and owe their subsistence to the bounty of the Colonial Exchequer. Auckland has been, and is, in a worse condition than any other province, and would have collapsed long ago, but that she has made a kind of long friendship with the mammon of political unrighteousness. It is utterly unable to carry on public works; it cannot meet the ordinary engagements of its Government; the outlying districts are crying for bread, and they don't get even the provincial stone. Nevertheless, Sir George Grey is petitioning the powers that be to prolong the existence of this state of things, in the hope that the influence of his name will outweigh the arguments of the people against it. [551, 64, 797, 441]
calendar-month: December. [120, 753, 172, 764]
table-row [24, 1309, 269, 1321]
mails-heading: MAILS CLOSE [79, 579, 213, 598]
calendar-cell: 2.49 [246, 794, 269, 820]
newspaper-title: THE STANDARD AND PEOPLE'S ADVOCATE, SATURDAY, DECEMBER 5, 1874. [250, 16, 1268, 43]
deacon-note: At a weekly meeting a straight-laced and most exemplary deacon submitted a report in writing of the destitute widows who stood in need of assistance from the congregation. "Are you sure, deacon," asked another sober brother, "that you have embraced all the widows?" He said he believed he had. [1079, 1155, 1325, 1215]
calendar-cell: 4.33 [178, 848, 246, 862]
duty-item: Goods by weight [25, 1309, 93, 1320]
duty-pence: 10 [257, 1226, 268, 1236]
table-row [24, 1261, 269, 1273]
trade-intro: Amount of Duties collected at Gisborne for the month ending 30th November, 1874:— [24, 1199, 269, 1222]
land-heading: Land! Land! Land! [37, 879, 256, 908]
calendar-cell: 3.33 [246, 820, 269, 834]
columns [24, 64, 1852, 1986]
loafer-end: Au révoir for the present. [827, 1343, 928, 1354]
duty-item: Sugar [25, 1297, 49, 1308]
arrivals-month: NOVEMBER. [114, 122, 179, 133]
apples-heading: ABOUT THOSE APPLES. [1653, 748, 1806, 761]
poem-line: And thus the happy hours glide past, [1611, 297, 1756, 307]
russian-hat-note: An odd form of bonnet or hat is being introduced by the milliners called the "Russian." It is something like a Glengarry in shape, and is made of velvet trimmed with fur or grebe. An aigrette made of feathers, ornaments the front, held by a huge oxydised silver buckle, and a large knot of velvet, with flowing ends, takes the place of the ribbons at the back. Young ladies wear this curious head-dress as a hat, merely fastened on with the usual elastic. Older ones add a pair of strings with lace edges, which makes a bonnet of it at once. [1343, 704, 1588, 826]
racy-remark-note: A Racy Remark.—"The Elevation of Woman!" exclaimed my Lord Tom Noddy, as he was driving home from Ascot. Aw—if a fellah wants to see—aw—Woman elevated, he should see 'em at the Races—aw—after a good lunch." [1343, 1202, 1588, 1249]
correspondence-note: [Our columns are open for free discussion; but we do not hold ourselves responsible for the opinions of our Correspondents.] [1088, 87, 1316, 123]
duty-item: Other Duties [25, 1333, 77, 1344]
poem-line: As fairy tread her step is light, [1611, 174, 1732, 184]
arrivals-nil: Nil. [137, 137, 156, 149]
shipping-heading: SHIPPING. [94, 66, 199, 85]
duty-pounds: 18 [195, 1297, 206, 1308]
